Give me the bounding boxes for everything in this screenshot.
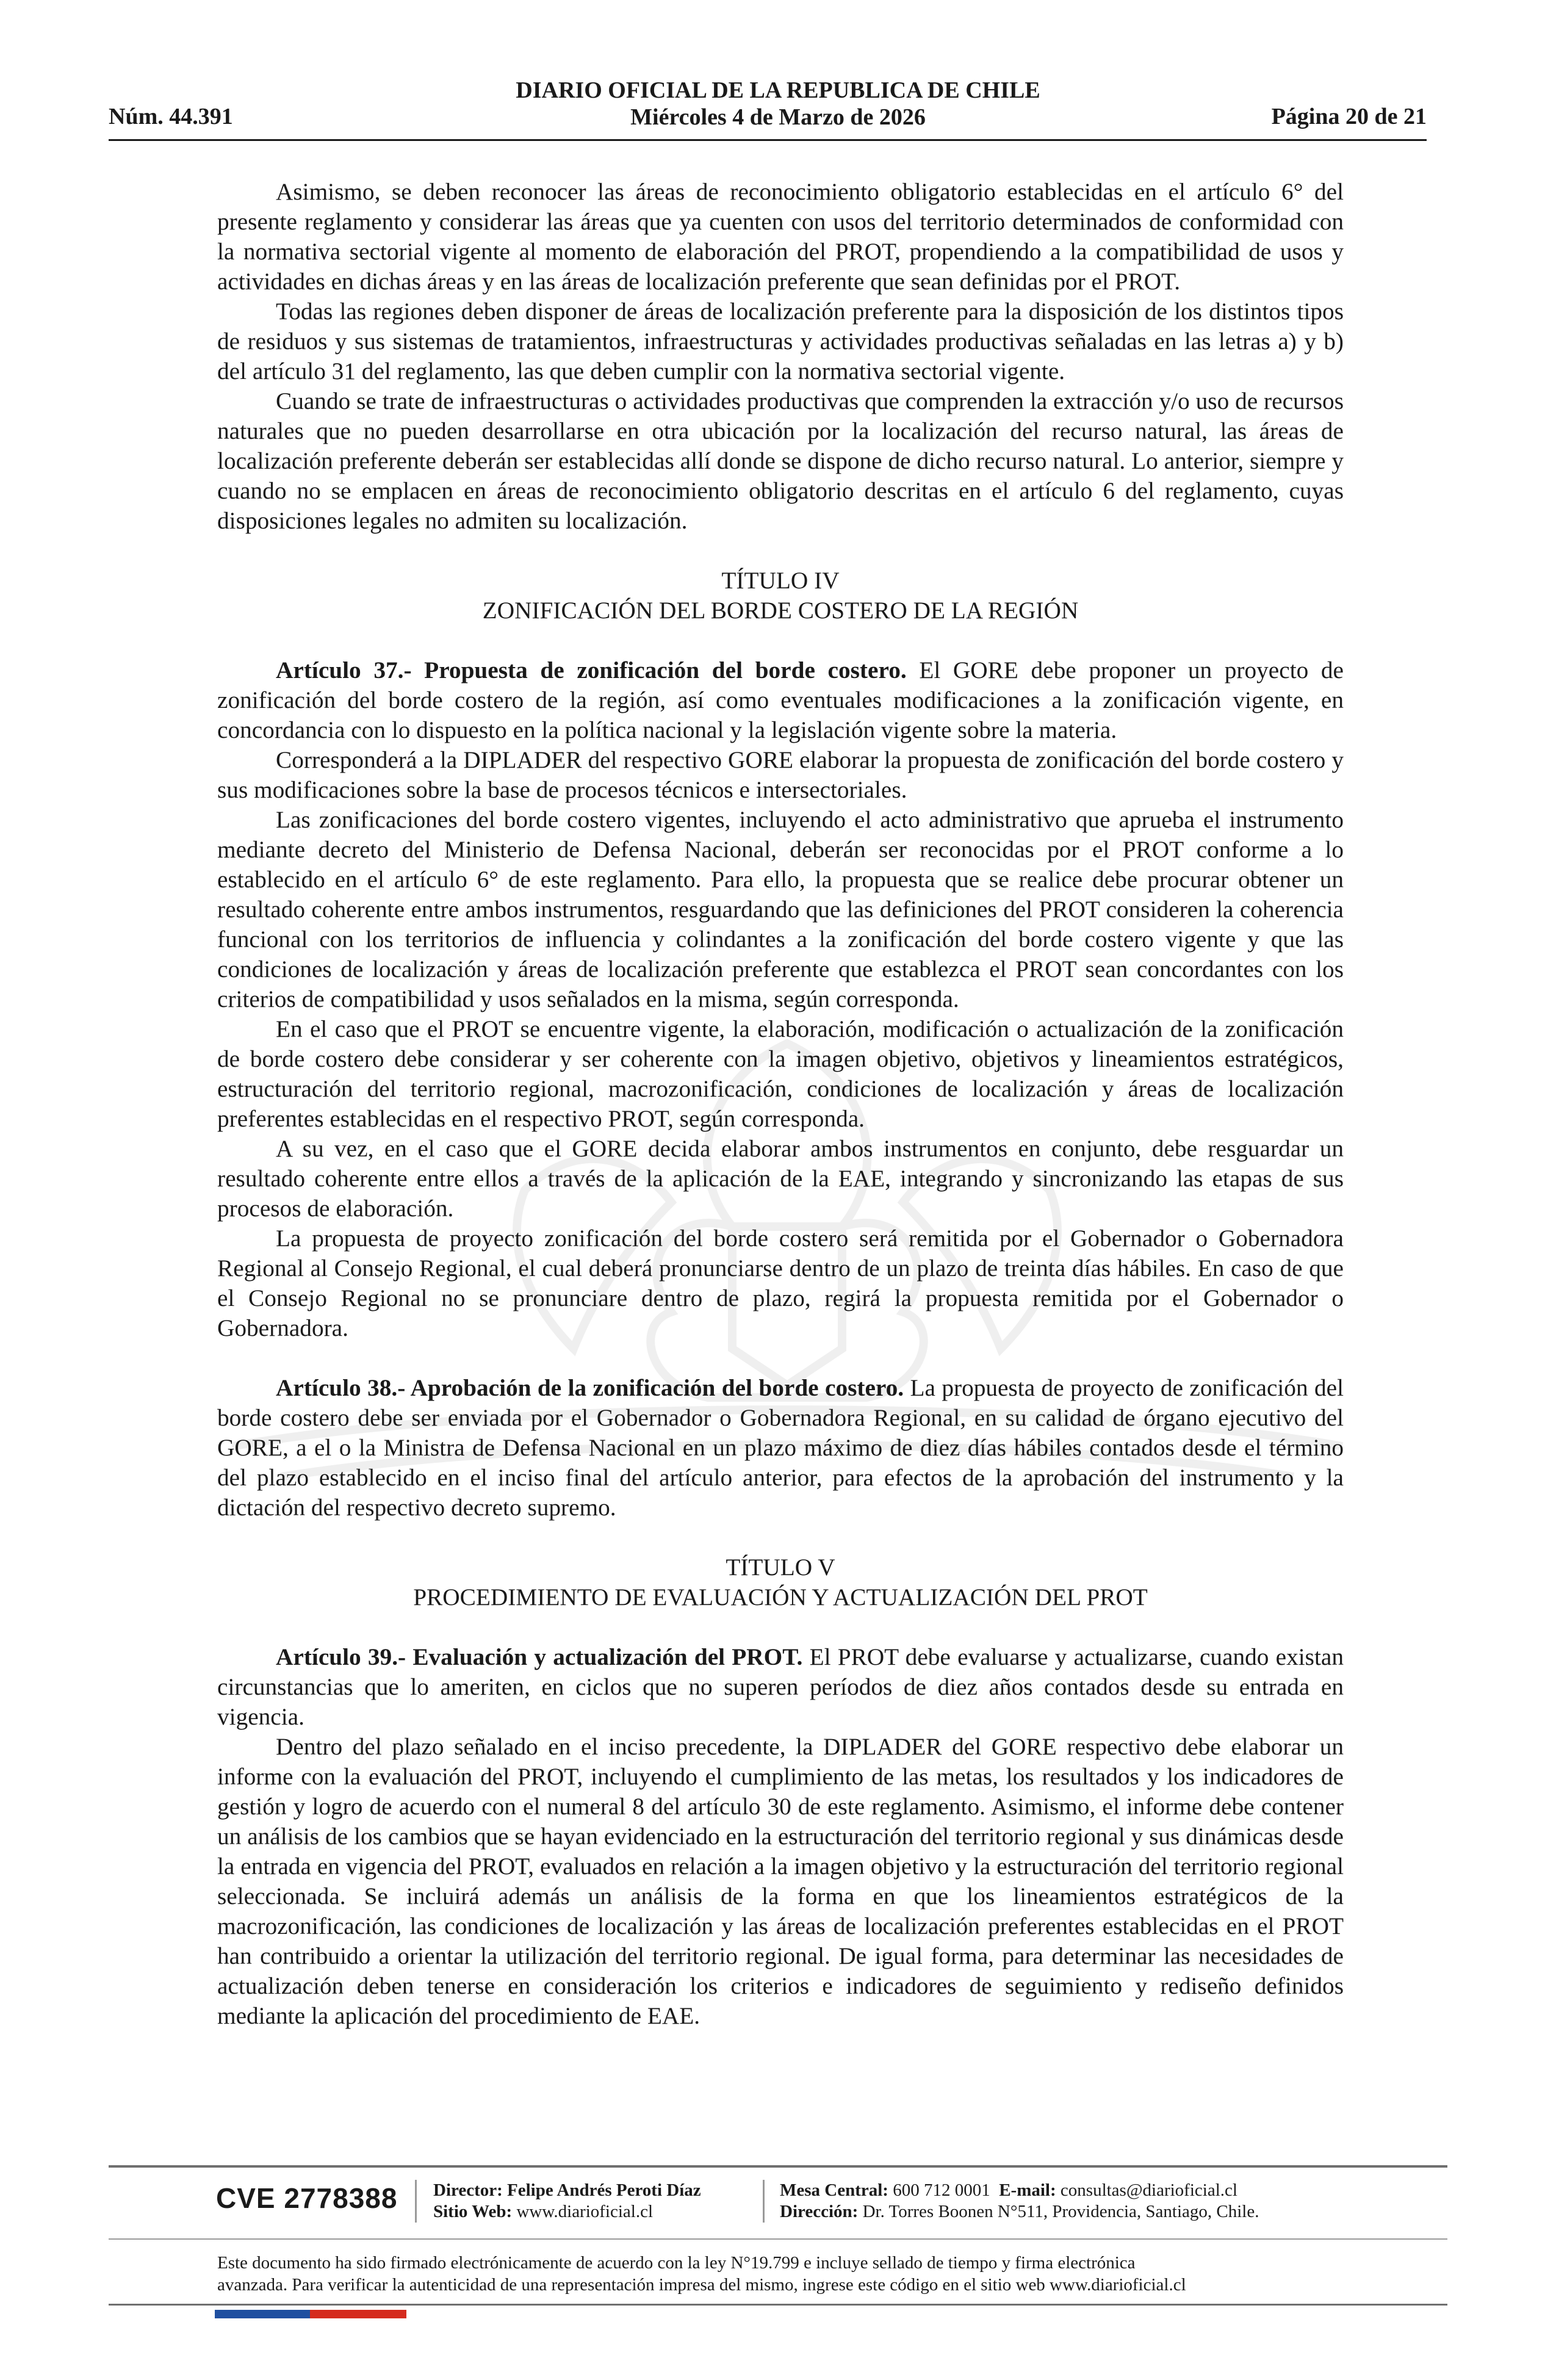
director-name: Felipe Andrés Peroti Díaz [507,2180,701,2200]
body-paragraph: Corresponderá a la DIPLADER del respectivo GORE elaborar la propuesta de zonificación del borde costero y sus modificaciones sobre la base de procesos técnicos e intersectoriales. [217,746,1344,803]
flag-stripe-blue [215,2310,310,2318]
title-number: TÍTULO IV [721,567,840,594]
cve-code: CVE 2778388 [216,2182,398,2214]
email-link[interactable]: consultas@diarioficial.cl [1060,2180,1237,2200]
article-38 [217,1373,1344,1523]
body-paragraph: Todas las regiones deben disponer de áreas de localización preferente para la disposición de los distintos tipos de residuos y sus sistemas de tratamientos, infraestructuras y actividades productivas señaladas en las letras a) y b) del artículo 31 del reglamento, las que deben cumplir con la normativa sectorial vigente. [217,298,1344,384]
header-rule [109,139,1427,141]
signature-note-line: avanzada. Para verificar la autenticidad de una representación impresa del mismo, ingrese este código en el sitio web www.diarioficial.cl [217,2275,1186,2295]
flag-stripe-red [310,2310,406,2318]
page-number: Página 20 de 21 [1271,104,1427,129]
article-lead: El PROT debe evaluarse y actualizarse, cuando existan circunstancias que lo ameriten, en ciclos que no superen períodos de diez años contados desde su entrada en vigencia. [217,1643,1344,1730]
body-paragraph: En el caso que el PROT se encuentre vigente, la elaboración, modificación o actualización de la zonificación de borde costero debe considerar y ser coherente con la imagen objetivo, objetivos y lineamientos estratégicos, estructuración del territorio regional, macrozonificación, condiciones de localización y áreas de localización preferentes establecidas en el respectivo PROT, según corresponda. [217,1015,1344,1132]
body-paragraph: Cuando se trate de infraestructuras o actividades productivas que comprenden la extracción y/o uso de recursos naturales que no pueden desarrollarse en otra ubicación por la localización del recurso natural, las áreas de localización preferente deberán ser establecidas allí donde se dispone de dicho recurso natural. Lo anterior, siempre y cuando no se emplacen en áreas de reconocimiento obligatorio descritas en el artículo 6 del reglamento, cuyas disposiciones legales no admiten su localización. [217,388,1344,534]
body-paragraph: A su vez, en el caso que el GORE decida elaborar ambos instrumentos en conjunto, debe resguardar un resultado coherente entre ellos a través de la aplicación de la EAE, integrando y sincronizando las etapas de sus procesos de elaboración. [217,1135,1344,1222]
footer-divider [763,2180,765,2223]
title-name: ZONIFICACIÓN DEL BORDE COSTERO DE LA REGIÓN [482,597,1079,624]
footer-rule-bottom [109,2304,1447,2306]
email-label: E-mail: [999,2180,1056,2200]
web-label: Sitio Web: [433,2202,513,2221]
masthead-title: DIARIO OFICIAL DE LA REPUBLICA DE CHILE [516,78,1040,103]
footer-rule-top [109,2165,1447,2168]
web-link[interactable]: www.diarioficial.cl [516,2202,654,2221]
address-value: Dr. Torres Boonen N°511, Providencia, Santiago, Chile. [862,2202,1259,2221]
address-label: Dirección: [780,2202,859,2221]
article-37 [217,655,1344,745]
article-39 [217,1642,1344,1732]
article-heading: Artículo 37.- Propuesta de zonificación del borde costero. [276,657,907,683]
body-paragraph: Dentro del plazo señalado en el inciso precedente, la DIPLADER del GORE respectivo debe elaborar un informe con la evaluación del PROT, incluyendo el cumplimiento de las metas, los resultados y los indicadores de gestión y logro de acuerdo con el numeral 8 del artículo 30 de este reglamento. Asimismo, el informe debe contener un análisis de los cambios que se hayan evidenciado en la estructuración del territorio regional y sus dinámicas desde la entrada en vigencia del PROT, evaluados en relación a la imagen objetivo y la estructuración del territorio regional seleccionada. Se incluirá además un análisis de la forma en que los lineamientos estratégicos de la macrozonificación, las condiciones de localización y las áreas de localización preferentes establecidas en el PROT han contribuido a orientar la utilización del territorio regional. De igual forma, para determinar las necesidades de actualización deben tenerse en consideración los criterios e indicadores de seguimiento y rediseño definidos mediante la aplicación del procedimiento de EAE. [217,1733,1344,2029]
footer-divider [415,2180,417,2223]
article-heading: Artículo 38.- Aprobación de la zonificación del borde costero. [276,1374,904,1401]
paragraph-gap [217,1343,1344,1373]
title-number: TÍTULO V [726,1554,835,1581]
article-body [217,177,1344,2031]
footer-contact-block [780,2180,1259,2223]
body-paragraph: Las zonificaciones del borde costero vigentes, incluyendo el acto administrativo que aprueba el instrumento mediante decreto del Ministerio de Defensa Nacional, deberán ser reconocidas por el PROT conforme a lo establecido en el artículo 6° de este reglamento. Para ello, la propuesta que se realice debe procurar obtener un resultado coherente entre ambos instrumentos, resguardando que las definiciones del PROT consideren la coherencia funcional con los territorios de influencia y colindantes a la zonificación del borde costero vigente y que las condiciones de localización y áreas de localización preferente que establezca el PROT sean concordantes con los criterios de compatibilidad y usos señalados en la misma, según corresponda. [217,806,1344,1012]
director-label: Director: [433,2180,503,2200]
article-lead: El GORE debe proponer un proyecto de zonificación del borde costero de la región, así como eventuales modificaciones a la zonificación vigente, en concordancia con lo dispuesto en la política nacional y la legislación vigente sobre la materia. [217,657,1344,743]
mesa-phone: 600 712 0001 [893,2180,990,2200]
body-paragraph: Asimismo, se deben reconocer las áreas de reconocimiento obligatorio establecidas en el artículo 6° del presente reglamento y considerar las áreas que ya cuenten con usos del territorio determinados de conformidad con la normativa sectorial vigente al momento de elaboración del PROT, propendiendo a la compatibilidad de usos y actividades en dichas áreas y en las áreas de localización preferente que sean definidas por el PROT. [217,178,1344,295]
body-paragraph: La propuesta de proyecto zonificación del borde costero será remitida por el Gobernador o Gobernadora Regional al Consejo Regional, el cual deberá pronunciarse dentro de un plazo de treinta días hábiles. En caso de que el Consejo Regional no se pronunciare dentro de plazo, regirá la propuesta remitida por el Gobernador o Gobernadora. [217,1225,1344,1341]
mesa-label: Mesa Central: [780,2180,888,2200]
section-title-v [217,1552,1344,1612]
issue-number: Núm. 44.391 [109,104,233,129]
article-lead: La propuesta de proyecto de zonificación del borde costero debe ser enviada por el Gobernador o Gobernadora Regional, en su calidad de órgano ejecutivo del GORE, a el o la Ministra de Defensa Nacional en un plazo máximo de diez días hábiles contados desde el término del plazo establecido en el inciso final del artículo anterior, para efectos de la aprobación del instrumento y la dictación del respectivo decreto supremo. [217,1374,1344,1521]
title-name: PROCEDIMIENTO DE EVALUACIÓN Y ACTUALIZACIÓN DEL PROT [413,1584,1148,1610]
section-title-iv [217,566,1344,626]
issue-date: Miércoles 4 de Marzo de 2026 [630,104,926,130]
article-heading: Artículo 39.- Evaluación y actualización del PROT. [276,1643,803,1670]
signature-note [217,2252,1364,2296]
footer-director-block [433,2180,701,2223]
signature-note-line: Este documento ha sido firmado electrónicamente de acuerdo con la ley N°19.799 e incluye sellado de tiempo y firma electrónica [217,2253,1136,2273]
footer-rule-mid [109,2238,1447,2240]
